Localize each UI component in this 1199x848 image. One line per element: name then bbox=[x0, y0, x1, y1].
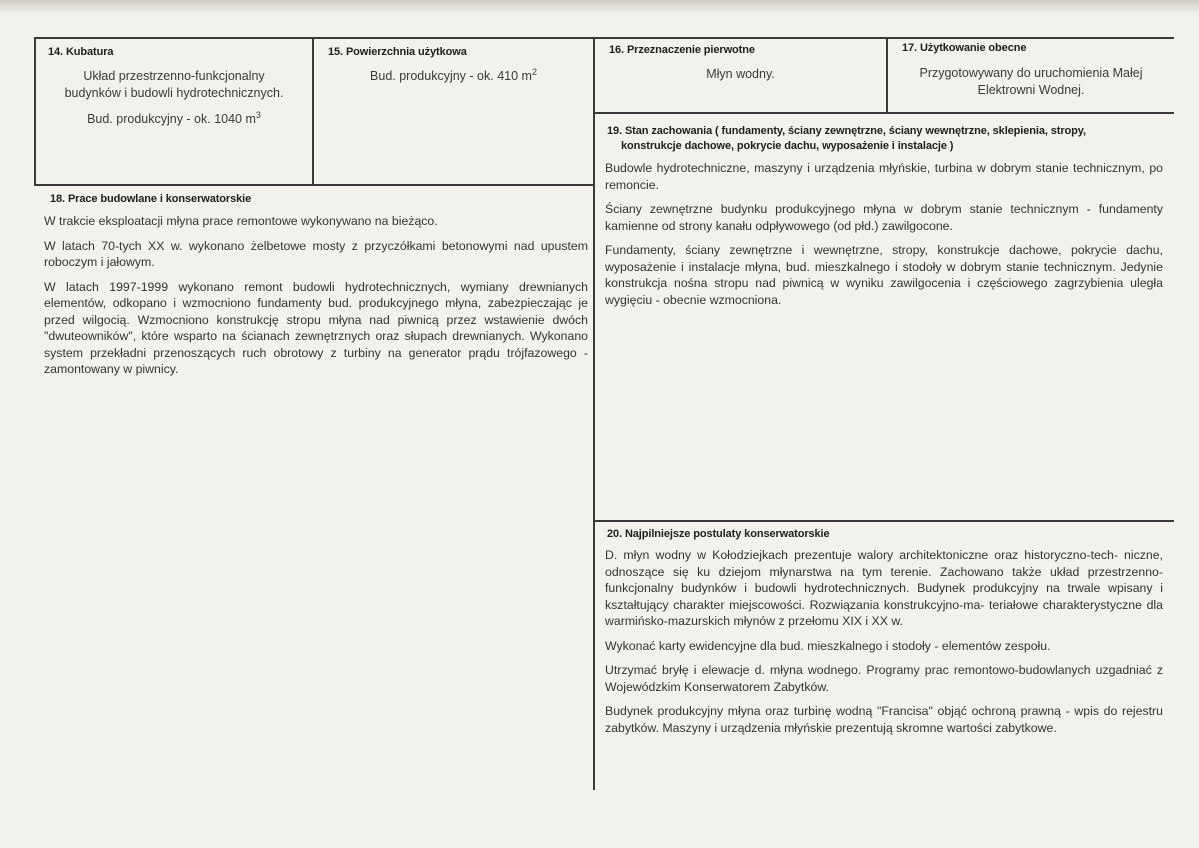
section-header: 18. Prace budowlane i konserwatorskie bbox=[50, 193, 252, 205]
value-line: Bud. produkcyjny - ok. 1040 $m^3$ bbox=[87, 110, 261, 127]
section-14-kubatura bbox=[36, 40, 312, 184]
section-18-prace bbox=[36, 187, 593, 787]
paragraph: W latach 70-tych XX w. wykonano żelbetowe mosty z przyczółkami betonowymi nad upustem roboczym i jałowym. bbox=[44, 238, 588, 269]
paragraph: W latach 1997-1999 wykonano remont budowli hydrotechnicznych, wymiany drewnianych elementów, odkopano i wzmocniono fundamenty bud. produkcyjnego młyna, zabezpieczając je przed wilgocią. Wzmocniono konstrukcję stropu młyna nad piwnicą przez wstawienie dwóch "dwuteowników", które wsparto na ścianach zewnętrznych oraz słupach drewnianych. Wykonano system przekładni przenoszących ruch obrotowy z turbiny na generator prądu trójfazowego - zamontowany w piwnicy. bbox=[44, 279, 588, 376]
section-body bbox=[605, 160, 1163, 316]
section-header: 17. Użytkowanie obecne bbox=[902, 42, 1027, 54]
section-header: 15. Powierzchnia użytkowa bbox=[328, 46, 467, 58]
section-header bbox=[607, 124, 1157, 154]
section-header: 20. Najpilniejsze postulaty konserwatorskie bbox=[607, 528, 830, 540]
section-value: Bud. produkcyjny - ok. 410 $m^2$ bbox=[370, 67, 537, 84]
paragraph: D. młyn wodny w Kołodziejkach prezentuje walory architektoniczne oraz historyczno-tech- niczne, odnoszące się ku dziejom młynarstwa na tym terenie. Zachowano także układ przestrzenno-funkcjonalny budynków i budowli hydrotechnicznych. Budynek produkcyjny na trwale wpisany i kształtujący charakter miejscowości. Rozwiązania konstrukcyjno-ma- teriałowe charakterystyczne dla warmińsko-mazurskich młynów z przełomu XIX i XX w. bbox=[605, 548, 1163, 628]
value-line: Elektrowni Wodnej. bbox=[977, 83, 1085, 97]
value-line: Przygotowywany do uruchomienia Małej bbox=[919, 66, 1143, 80]
section-15-powierzchnia bbox=[314, 40, 593, 184]
section-20-postulaty bbox=[595, 522, 1174, 790]
paragraph: W trakcie eksploatacji młyna prace remontowe wykonywano na bieżąco. bbox=[44, 214, 438, 228]
divider bbox=[34, 37, 1174, 39]
header-line: konstrukcje dachowe, pokrycie dachu, wyposażenie i instalacje ) bbox=[621, 140, 954, 152]
section-body bbox=[605, 547, 1163, 744]
paragraph: Fundamenty, ściany zewnętrzne i wewnętrzne, stropy, konstrukcje dachowe, pokrycie dachu, wyposażenie i instalacje młyna, bud. mieszkalnego i stodoły w dobrym stanie technicznym. Jedynie konstrukcja nośna stropu nad piwnicą w wyniku zawilgocenia i częściowego zagrzybienia uległa wygięciu - obecnie wzmocniona. bbox=[605, 243, 1163, 307]
paragraph: Budowle hydrotechniczne, maszyny i urządzenia młyńskie, turbina w dobrym stanie technicznym, po remoncie. bbox=[605, 161, 1163, 192]
section-value bbox=[36, 68, 312, 128]
section-value: Młyn wodny. bbox=[706, 67, 775, 81]
section-header: 16. Przeznaczenie pierwotne bbox=[609, 44, 755, 56]
paragraph: Ściany zewnętrzne budynku produkcyjnego młyna w dobrym stanie technicznym - fundamenty kamienne od strony kanału odpływowego (od płd.) zawilgocone. bbox=[605, 202, 1163, 233]
paragraph: Wykonać karty ewidencyjne dla bud. mieszkalnego i stodoły - elementów zespołu. bbox=[605, 638, 1051, 653]
paragraph: Budynek produkcyjny młyna oraz turbinę wodną "Francisa" objąć ochroną prawną - wpis do rejestru zabytków. Maszyny i urządzenia młyńskie prezentują skromne wartości zabytkowe. bbox=[605, 704, 1163, 735]
section-value bbox=[888, 65, 1174, 99]
section-16-przeznaczenie bbox=[595, 40, 886, 112]
header-line: 19. Stan zachowania ( fundamenty, ściany zewnętrzne, ściany wewnętrzne, sklepienia, stropy, bbox=[607, 125, 1086, 137]
section-17-uzytkowanie bbox=[888, 40, 1174, 112]
value-line: budynków i budowli hydrotechnicznych. bbox=[64, 86, 284, 100]
value-line: Układ przestrzenno-funkcjonalny bbox=[83, 69, 265, 83]
divider bbox=[34, 184, 594, 186]
paragraph: Utrzymać bryłę i elewacje d. młyna wodnego. Programy prac remontowo-budowlanych uzgadniać z Wojewódzkim Konserwatorem Zabytków. bbox=[605, 663, 1163, 694]
section-body bbox=[44, 213, 588, 386]
scan-edge-shadow bbox=[0, 0, 1199, 14]
section-header: 14. Kubatura bbox=[48, 46, 114, 58]
section-19-stan-zachowania bbox=[595, 114, 1174, 519]
